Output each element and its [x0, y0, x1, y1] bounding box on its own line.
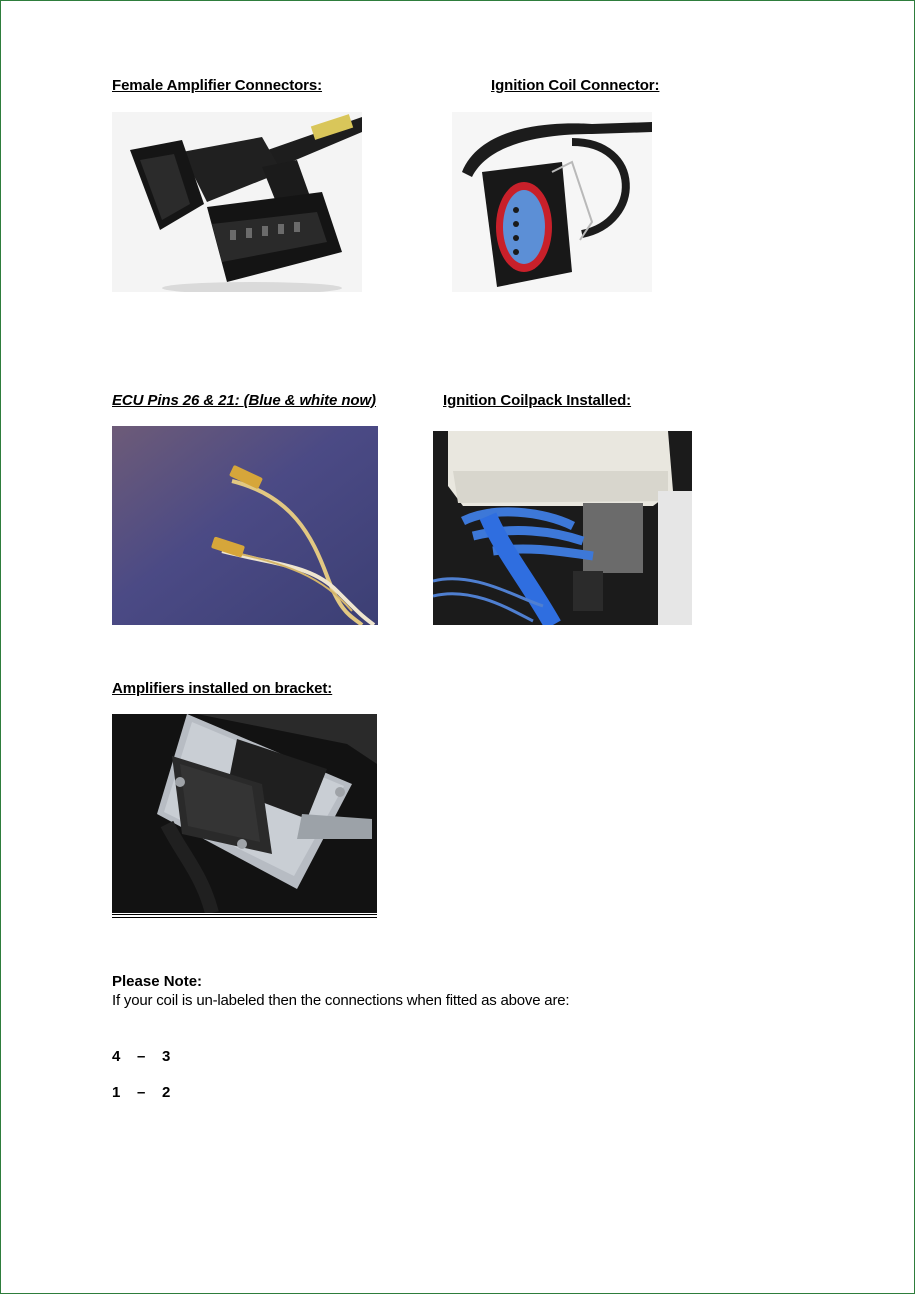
ecu-pins-note: (Blue & white now)	[243, 392, 376, 409]
note-title: Please Note:	[112, 973, 203, 990]
pin-from: 4	[112, 1048, 121, 1065]
note-text: If your coil is un-labeled then the connections when fitted as above are:	[112, 992, 570, 1009]
heading-ignition-coil-connector: Ignition Coil Connector:	[491, 77, 660, 94]
amplifiers-on-bracket-photo	[112, 714, 377, 913]
heading-female-amplifier-connectors: Female Amplifier Connectors:	[112, 77, 323, 94]
ignition-coilpack-installed-photo	[433, 431, 692, 625]
pin-to: 3	[162, 1048, 171, 1065]
heading-ignition-coilpack-installed: Ignition Coilpack Installed:	[443, 392, 632, 409]
pin-mapping-row-1	[112, 1048, 170, 1065]
heading-amplifiers-installed-on-bracket: Amplifiers installed on bracket:	[112, 680, 333, 697]
pin-dash: –	[137, 1084, 146, 1101]
ignition-coil-connector-photo	[452, 112, 652, 292]
photo-divider-line-1	[112, 914, 377, 915]
photo-divider-line-2	[112, 917, 377, 918]
heading-ecu-pins	[112, 392, 376, 409]
pin-dash: –	[137, 1048, 146, 1065]
pin-to: 2	[162, 1084, 171, 1101]
female-amplifier-connectors-photo	[112, 112, 362, 292]
pin-mapping-row-2	[112, 1084, 170, 1101]
ecu-pins-photo	[112, 426, 378, 625]
ecu-pins-label: ECU Pins 26 & 21:	[112, 392, 240, 409]
pin-from: 1	[112, 1084, 121, 1101]
